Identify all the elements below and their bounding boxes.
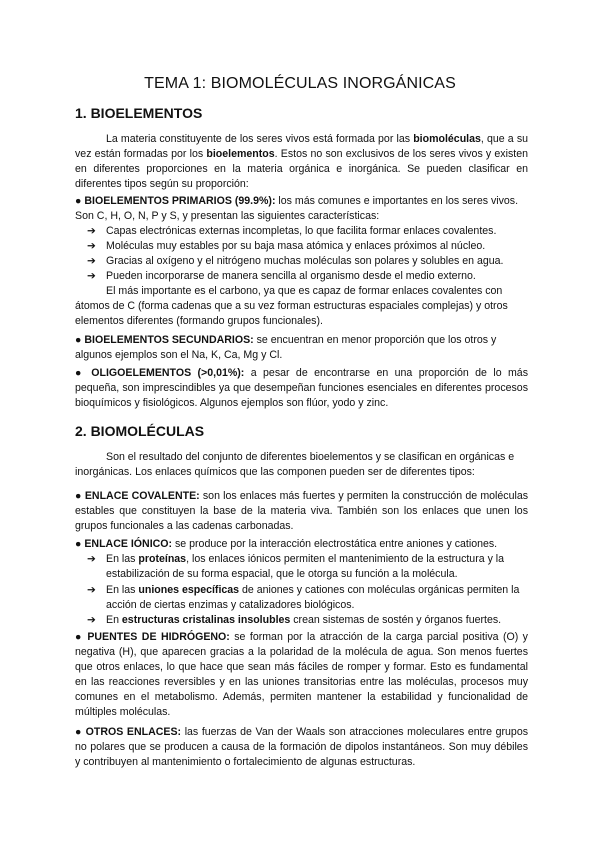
bullet-icon: ●	[75, 195, 82, 207]
bioelementos-intro: La materia constituyente de los seres vivos está formada por las biomoléculas, que a su vez están formadas por los bioelementos. Estos no son exclusivos de los seres vivos y existen en diferentes proporciones en la materia orgánica e inorgánica. Se pueden clasificar en diferentes tipos según su proporción:	[75, 133, 529, 191]
primarios-paragraph: ● BIOELEMENTOS PRIMARIOS (99.9%): los más comunes e importantes en los seres vivos. Son C, H, O, N, P y S, y presentan las siguientes características:	[75, 195, 519, 223]
otros-enlaces-paragraph: ● OTROS ENLACES: las fuerzas de Van der Waals son atracciones moleculares entre grupos no polares que se producen a causa de la formación de dipolos instantáneos. Son muy débiles y contribuyen al mantenimiento o fortalecimiento de algunas estructuras.	[75, 726, 529, 769]
bullet-icon: ●	[75, 367, 85, 379]
bullet-icon: ●	[75, 334, 82, 346]
page-title: TEMA 1: BIOMOLÉCULAS INORGÁNICAS	[144, 75, 456, 92]
bullet-icon: ●	[75, 726, 83, 738]
bullet-icon: ●	[75, 538, 82, 550]
arrow-icon: ➔	[87, 553, 96, 565]
arrow-icon: ➔	[87, 225, 96, 237]
section-heading-biomoleculas: 2. BIOMOLÉCULAS	[75, 423, 205, 439]
arrow-icon: ➔	[87, 255, 96, 267]
list-item: ➔ Moléculas muy estables por su baja masa atómica y enlaces próximos al núcleo.	[82, 239, 528, 254]
list-item: ➔ Gracias al oxígeno y el nitrógeno muchas moléculas son polares y solubles en agua.	[82, 254, 528, 269]
arrow-icon: ➔	[87, 614, 96, 626]
arrow-icon: ➔	[87, 584, 96, 596]
enlace-covalente-paragraph: ● ENLACE COVALENTE: son los enlaces más fuertes y permiten la construcción de moléculas estables que constituyen la base de la materia viva. También son los enlaces que unen los grupos funcionales a las cadenas carbonadas.	[75, 490, 529, 533]
enlace-ionico-paragraph: ● ENLACE IÓNICO: se produce por la interacción electrostática entre aniones y cationes.	[75, 538, 498, 550]
arrow-icon: ➔	[87, 240, 96, 252]
list-item: ➔ En las uniones específicas de aniones y cationes con moléculas orgánicas permiten la acción de ciertas enzimas y catalizadores biológicos.	[87, 584, 520, 612]
section-heading-bioelementos: 1. BIOELEMENTOS	[75, 105, 203, 121]
list-item: ➔ En estructuras cristalinas insolubles crean sistemas de sostén y órganos fuertes.	[82, 613, 528, 628]
bullet-icon: ●	[75, 631, 83, 643]
oligoelementos-paragraph: ● OLIGOELEMENTOS (>0,01%): a pesar de encontrarse en una proporción de lo más pequeña, son imprescindibles ya que desempeñan funciones esenciales en diferentes procesos bioquímicos y fisiológicos. Algunos ejemplos son flúor, yodo y zinc.	[75, 367, 528, 410]
list-item: ➔ Capas electrónicas externas incompletas, lo que facilita formar enlaces covalentes.	[82, 224, 528, 239]
puentes-hidrogeno-paragraph: ● PUENTES DE HIDRÓGENO: se forman por la atracción de la carga parcial positiva (O) y negativa (H), que aparecen gracias a la polaridad de la molécula de agua. Son menos fuertes que otros enlaces, lo que hace que sean más fáciles de romper y formar. Esto es fundamental en las reacciones reversibles y en las uniones transitorias entre las moléculas, procesos muy comunes en el metabolismo. Además, permiten mantener la estabilidad y funcionalidad de múltiples moléculas.	[75, 631, 528, 719]
biomoleculas-intro: Son el resultado del conjunto de diferentes bioelementos y se clasifican en orgánicas e inorgánicas. Los enlaces químicos que las componen pueden ser de diferentes tipos:	[75, 451, 515, 479]
list-item: ➔ En las proteínas, los enlaces iónicos permiten el mantenimiento de la estructura y la estabilización de su forma espacial, que le otorga su función a la molécula.	[87, 553, 505, 581]
arrow-icon: ➔	[87, 270, 96, 282]
bullet-icon: ●	[75, 490, 82, 502]
secundarios-paragraph: ● BIOELEMENTOS SECUNDARIOS: se encuentran en menor proporción que los otros y algunos ejemplos son el Na, K, Ca, Mg y Cl.	[75, 334, 497, 362]
carbono-paragraph: El más importante es el carbono, ya que es capaz de formar enlaces covalentes con átomos de C (forma cadenas que a su vez forman estructuras espaciales complejas) y otros elementos diferentes (formando grupos funcionales).	[75, 285, 508, 328]
list-item: ➔ Pueden incorporarse de manera sencilla al organismo desde el medio externo.	[82, 269, 528, 284]
